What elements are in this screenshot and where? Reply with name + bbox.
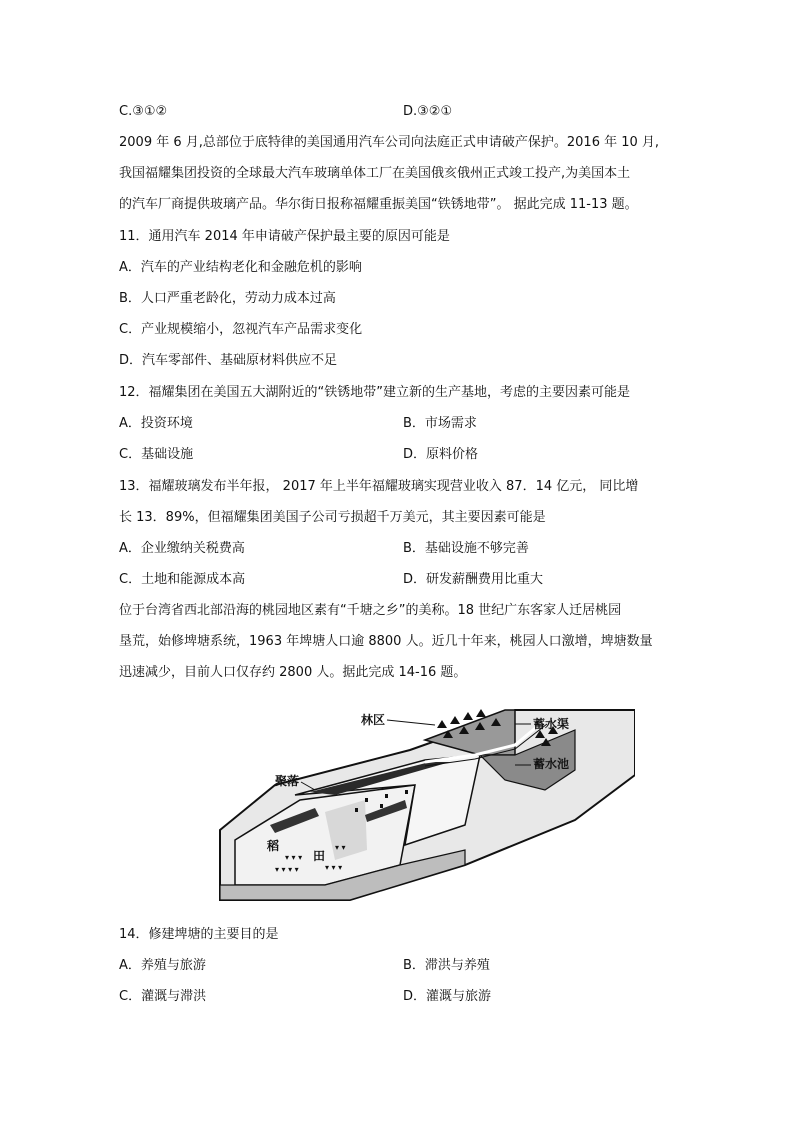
q13-option-a: A．企业缴纳关税费高 — [119, 541, 245, 556]
passage-2-line-2: 垦荒，始修埤塘系统，1963 年埤塘人口逾 8800 人。近几十年来，桃园人口激增，埤塘数量 — [119, 634, 653, 649]
q11-option-a: A．汽车的产业结构老化和金融危机的影响 — [119, 260, 362, 275]
terrace-pond-diagram — [215, 700, 635, 905]
label-pond: 蓄水池 — [533, 757, 570, 771]
q14-option-d: D．灌溉与旅游 — [403, 989, 492, 1004]
passage-1-line-2: 我国福耀集团投资的全球最大汽车玻璃单体工厂在美国俄亥俄州正式竣工投产,为美国本土 — [119, 166, 631, 181]
q11-option-b: B．人口严重老龄化，劳动力成本过高 — [119, 291, 336, 306]
q13-option-b: B．基础设施不够完善 — [403, 541, 529, 556]
label-paddy-2: 田 — [313, 849, 326, 863]
label-forest: 林区 — [361, 713, 386, 727]
svg-text:▾ ▾ ▾ ▾: ▾ ▾ ▾ ▾ — [275, 865, 299, 874]
svg-text:▾ ▾ ▾: ▾ ▾ ▾ — [325, 863, 343, 872]
svg-text:▾ ▾: ▾ ▾ — [335, 843, 346, 852]
prev-option-c: C.③①② — [119, 104, 168, 119]
q13-option-d: D．研发薪酬费用比重大 — [403, 572, 544, 587]
question-12: 12．福耀集团在美国五大湖附近的“铁锈地带”建立新的生产基地，考虑的主要因素可能是 — [119, 385, 631, 400]
q12-option-a: A．投资环境 — [119, 416, 193, 431]
q11-option-c: C．产业规模缩小，忽视汽车产品需求变化 — [119, 322, 363, 337]
q12-option-b: B．市场需求 — [403, 416, 477, 431]
label-canal: 蓄水渠 — [533, 717, 570, 731]
q12-option-d: D．原料价格 — [403, 447, 479, 462]
svg-text:▾ ▾ ▾: ▾ ▾ ▾ — [285, 853, 303, 862]
question-13-line-1: 13．福耀玻璃发布半年报， 2017 年上半年福耀玻璃实现营业收入 87．14 亿元， 同比增 — [119, 479, 639, 494]
q14-option-b: B．滞洪与养殖 — [403, 958, 490, 973]
leader-forest — [387, 720, 435, 725]
q13-option-c: C．土地和能源成本高 — [119, 572, 246, 587]
prev-option-d: D.③②① — [403, 104, 453, 119]
q11-option-d: D．汽车零部件、基础原材料供应不足 — [119, 353, 338, 368]
passage-2-line-1: 位于台湾省西北部沿海的桃园地区素有“千塘之乡”的美称。18 世纪广东客家人迁居桃园 — [119, 603, 622, 618]
passage-2-line-3: 迅速减少，目前人口仅存约 2800 人。据此完成 14-16 题。 — [119, 665, 467, 680]
q12-option-c: C．基础设施 — [119, 447, 194, 462]
q14-option-c: C．灌溉与滞洪 — [119, 989, 207, 1004]
label-paddy-1: 稻 — [267, 839, 280, 853]
q14-option-a: A．养殖与旅游 — [119, 958, 206, 973]
question-13-line-2: 长 13．89%，但福耀集团美国子公司亏损超千万美元，其主要因素可能是 — [119, 510, 546, 525]
label-village: 聚落 — [275, 774, 300, 788]
question-14: 14．修建埤塘的主要目的是 — [119, 927, 279, 942]
passage-1-line-1: 2009 年 6 月,总部位于底特律的美国通用汽车公司向法庭正式申请破产保护。2016 年 10 月, — [119, 135, 660, 150]
question-11: 11．通用汽车 2014 年申请破产保护最主要的原因可能是 — [119, 229, 450, 244]
passage-1-line-3: 的汽车厂商提供玻璃产品。华尔街日报称福耀重振美国“铁锈地带”。 据此完成 11-13 题。 — [119, 197, 638, 212]
